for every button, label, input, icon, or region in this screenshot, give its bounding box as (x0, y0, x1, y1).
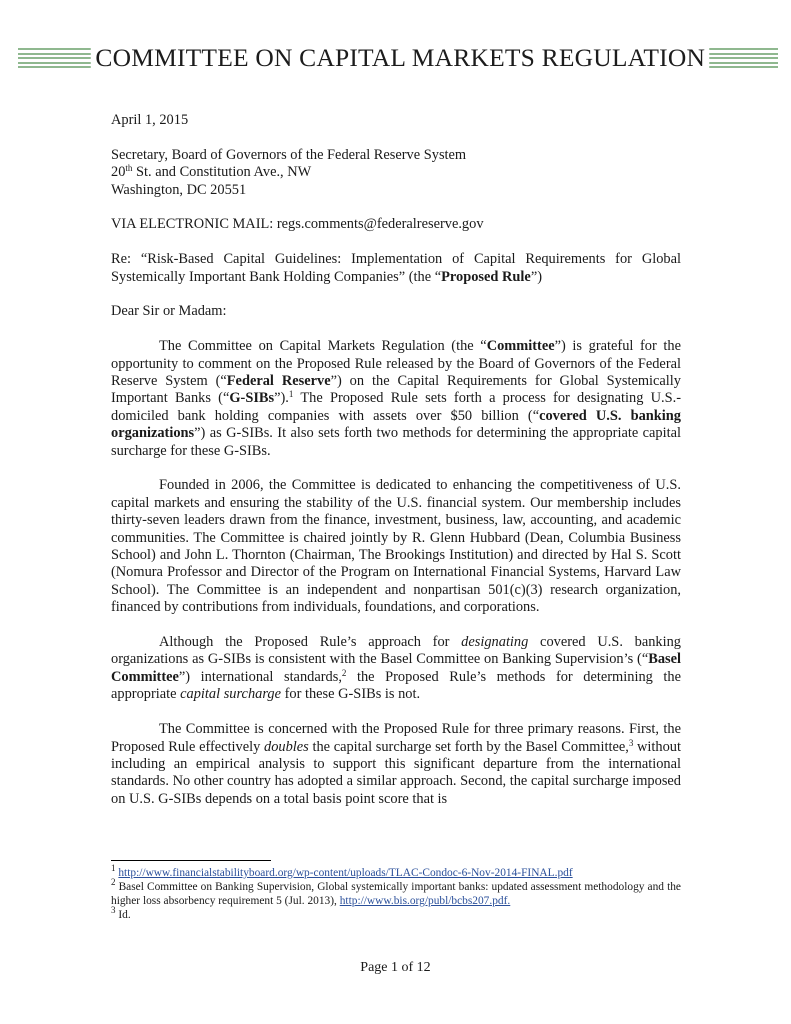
address-line-2: 20th St. and Constitution Ave., NW (111, 163, 312, 181)
footnote-3: $^3$ Id. (111, 905, 131, 921)
footnote-separator (111, 860, 271, 861)
paragraph-3: Although the Proposed Rule’s approach for designating covered U.S. banking organizations as G-SIBs is consistent with the Basel Committee on Banking Supervision’s (“Basel Committee”) international standards,$^2$ the Proposed Rule’s methods for determining the appropriate capital surcharge for these G-SIBs is not. (111, 634, 681, 703)
footnote-ref-2[interactable]: 2 (341, 667, 347, 678)
letter-date: April 1, 2015 (111, 112, 189, 128)
footnote-ref-1[interactable]: 1 (288, 389, 294, 400)
address-line-3: Washington, DC 20551 (111, 181, 247, 198)
footnote-2-link[interactable]: http://www.bis.org/publ/bcbs207.pdf. (339, 895, 511, 907)
footnotes (111, 863, 681, 922)
address-line-1: Secretary, Board of Governors of the Federal Reserve System (111, 146, 467, 163)
footnote-1-link[interactable]: http://www.financialstabilityboard.org/wp-content/uploads/TLAC-Condoc-6-Nov-2014-FINAL.pdf (118, 867, 573, 879)
salutation: Dear Sir or Madam: (111, 303, 227, 320)
footnote-2: $^2$ Basel Committee on Banking Supervision, Global systemically important banks: updated assessment methodology and the higher loss absorbency requirement 5 (Jul. 2013), http://www.bis.org/publ/bcbs207.pdf. (111, 877, 681, 907)
letterhead-stripes-left (18, 48, 91, 68)
paragraph-2: Founded in 2006, the Committee is dedicated to enhancing the competitiveness of U.S. capital markets and ensuring the stability of the U.S. financial system. Our membership includes thirty-seven leaders drawn from the finance, investment, business, law, accounting, and academic communities. The Committee is chaired jointly by R. Glenn Hubbard (Dean, Columbia Business School) and John L. Thornton (Chairman, The Brookings Institution) and directed by Hal S. Scott (Nomura Professor and Director of the Program on International Financial Systems, Harvard Law School). The Committee is an independent and nonpartisan 501(c)(3) research organization, financed by contributions from individuals, foundations, and corporations. (111, 477, 681, 616)
paragraph-1: The Committee on Capital Markets Regulation (the “Committee”) is grateful for the opportunity to comment on the Proposed Rule released by the Board of Governors of the Federal Reserve System (“Federal Reserve”) on the Capital Requirements for Global Systemically Important Banks (“G-SIBs”).$^1$ The Proposed Rule sets forth a process for designating U.S.-domiciled bank holding companies with assets over $50 billion (“covered U.S. banking organizations”) as G-SIBs. It also sets forth two methods for determining the appropriate capital surcharge for these G-SIBs. (111, 338, 681, 459)
letterhead-title: COMMITTEE ON CAPITAL MARKETS REGULATION (95, 43, 706, 72)
footnote-1: $^1$ http://www.financialstabilityboard.org/wp-content/uploads/TLAC-Condoc-6-Nov-2014-FINAL.pdf (111, 863, 573, 879)
letter-body (111, 112, 681, 808)
via-line: VIA ELECTRONIC MAIL: regs.comments@federalreserve.gov (111, 216, 484, 233)
letterhead-stripes-right (709, 48, 778, 68)
page-number: Page 1 of 12 (360, 960, 431, 975)
letterhead (18, 42, 778, 74)
re-line: Re: “Risk-Based Capital Guidelines: Implementation of Capital Requirements for Global Systemically Important Bank Holding Companies” (the “Proposed Rule”) (111, 251, 681, 285)
footnote-ref-3[interactable]: 3 (628, 737, 634, 748)
paragraph-4: The Committee is concerned with the Proposed Rule for three primary reasons. First, the Proposed Rule effectively doubles the capital surcharge set forth by the Basel Committee,$^3$ without including an empirical analysis to support this significant departure from the international standards. No other country has adopted a similar approach. Second, the capital surcharge imposed on U.S. G-SIBs depends on a total basis point score that is (111, 721, 681, 807)
